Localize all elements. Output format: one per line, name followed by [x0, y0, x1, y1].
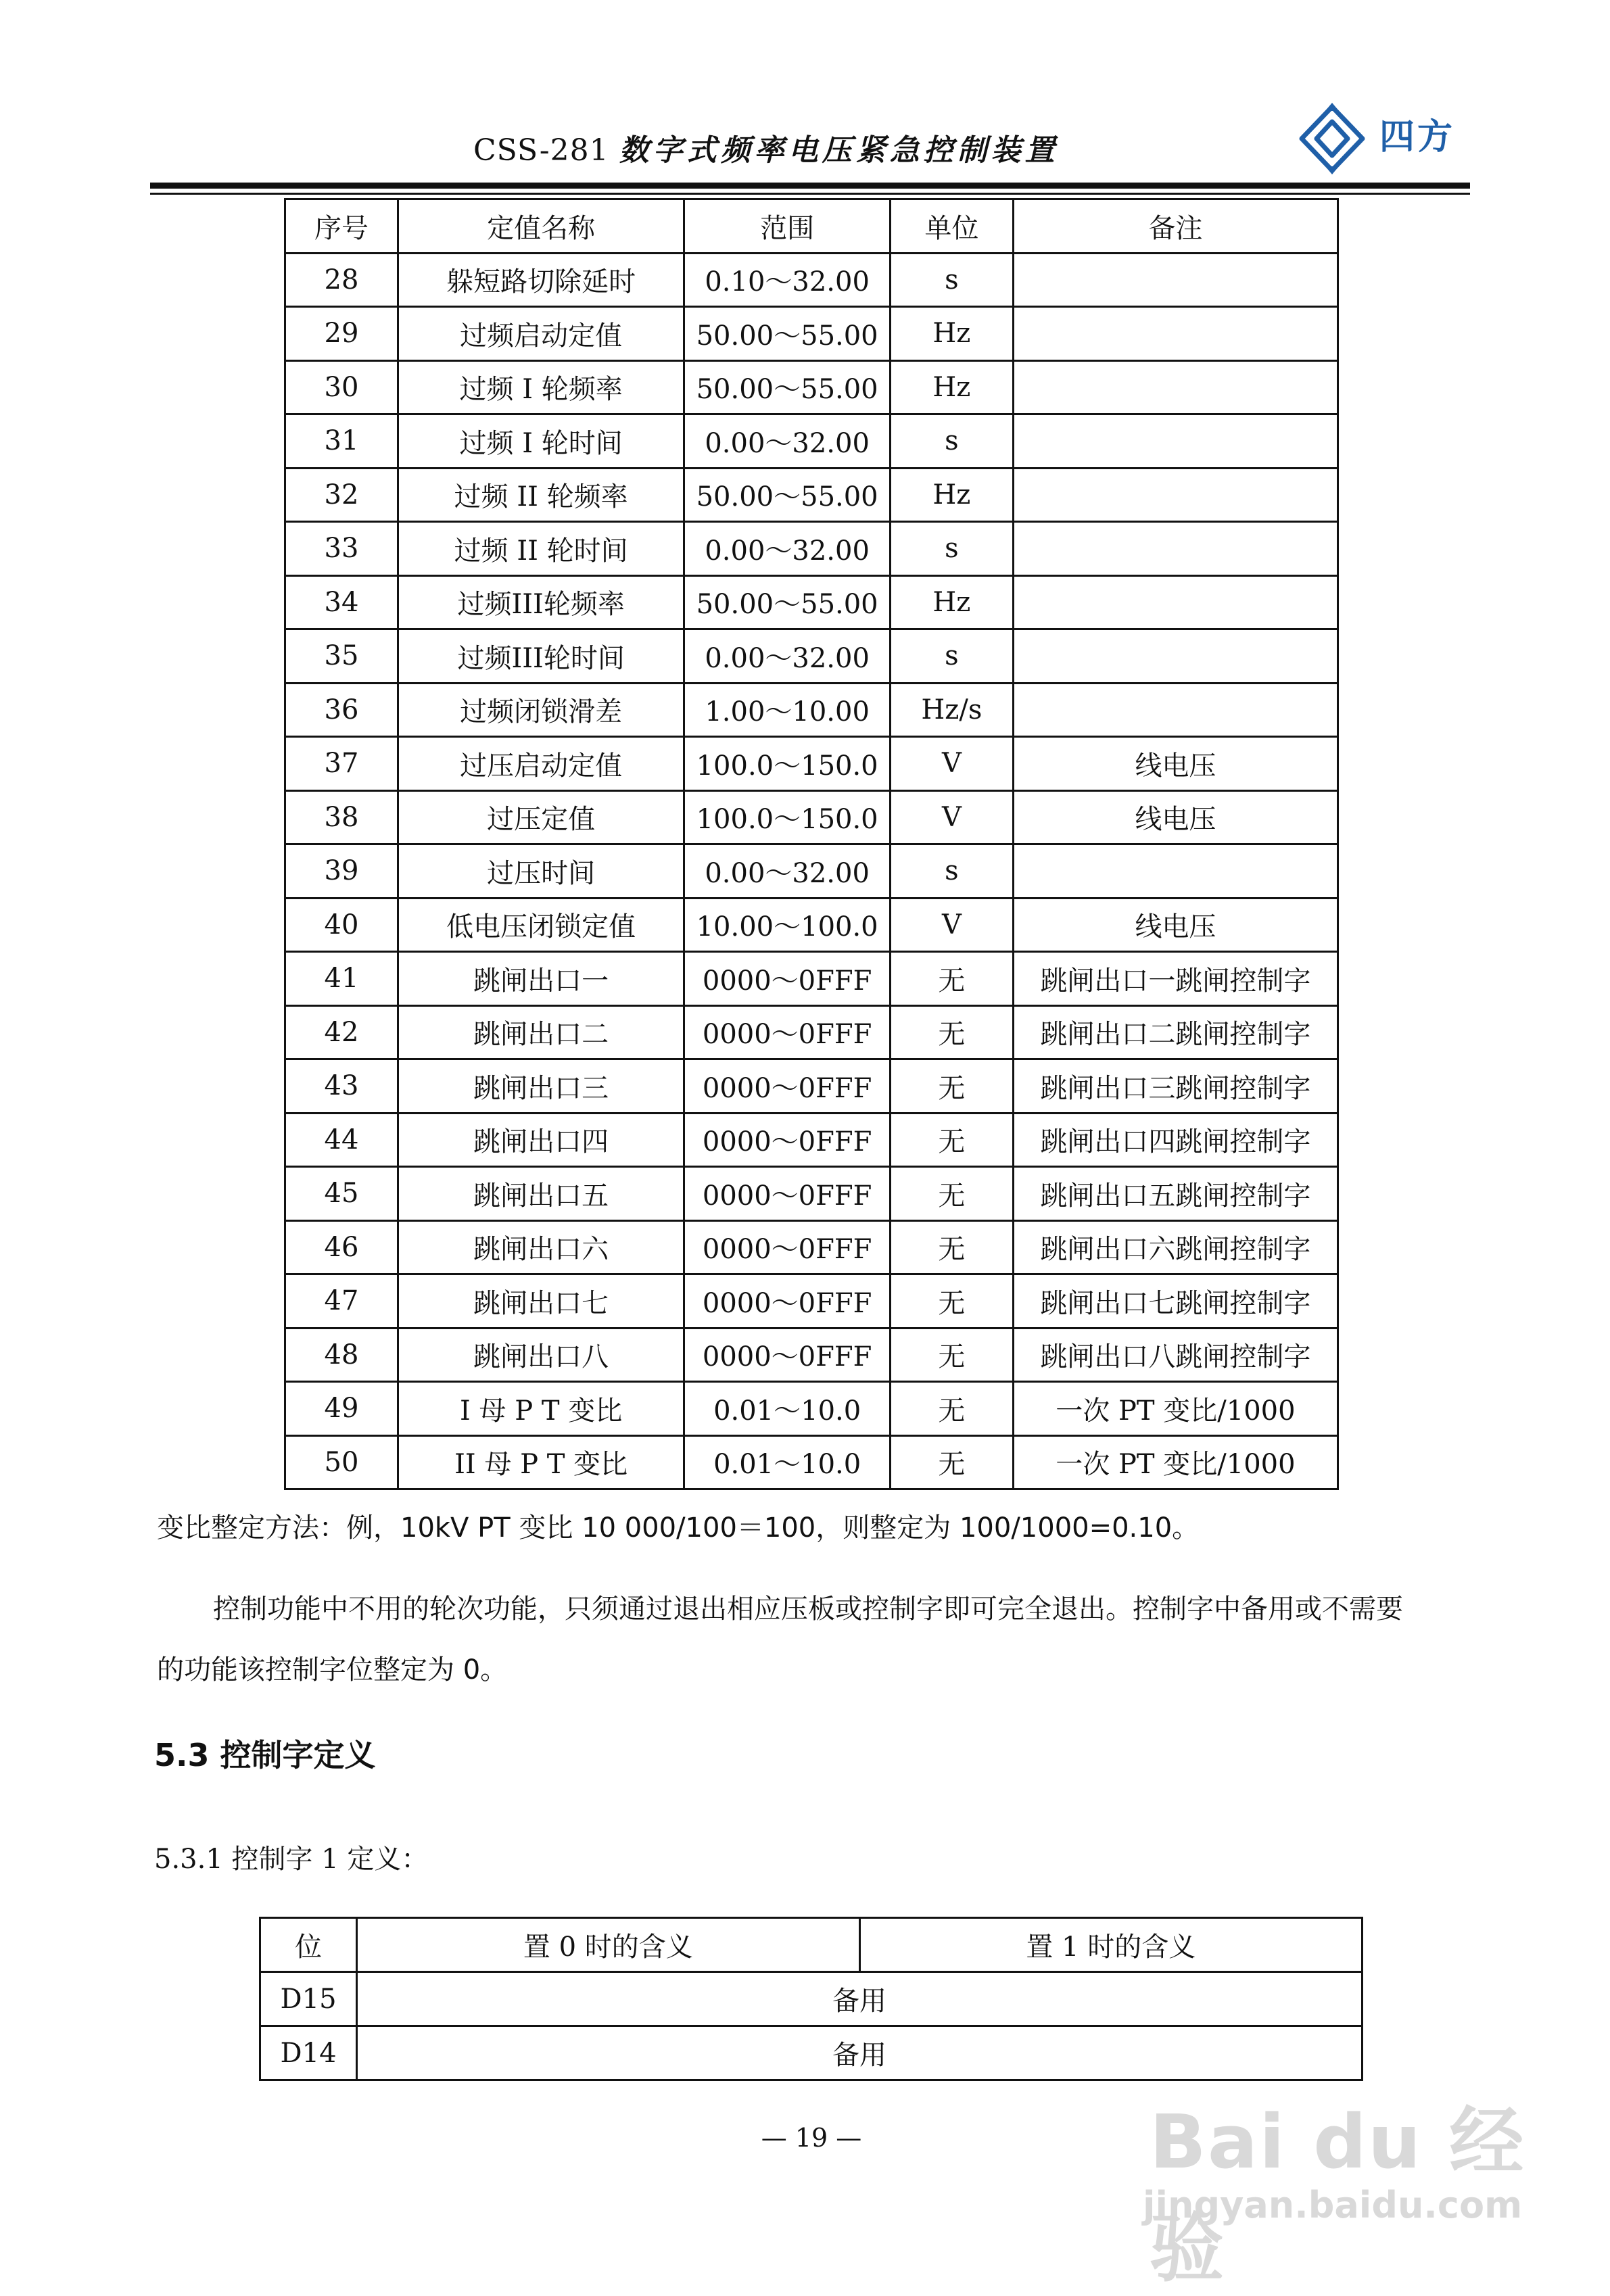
row-note: 跳闸出口八跳闸控制字	[1013, 1328, 1337, 1382]
table-row	[285, 1328, 1338, 1382]
row-name: 躲短路切除延时	[398, 253, 684, 307]
table-row	[285, 414, 1338, 469]
row-range: 0.00～32.00	[684, 629, 891, 684]
row-note	[1013, 844, 1337, 899]
row-unit: s	[890, 253, 1013, 307]
row-unit: s	[890, 629, 1013, 684]
row-unit: Hz	[890, 307, 1013, 361]
row-unit: 无	[890, 1328, 1013, 1382]
row-range: 0.01～10.0	[684, 1382, 891, 1436]
row-note	[1013, 468, 1337, 522]
table-row	[285, 683, 1338, 737]
row-index: 43	[285, 1059, 398, 1114]
header-cell-unit: 单位	[890, 199, 1013, 254]
table-row	[285, 522, 1338, 576]
row-index: 36	[285, 683, 398, 737]
row-index: 35	[285, 629, 398, 684]
header-cell-note: 备注	[1013, 199, 1337, 254]
row-unit: 无	[890, 1382, 1013, 1436]
row-range: 0.00～32.00	[684, 844, 891, 899]
row-unit: 无	[890, 952, 1013, 1006]
table-row	[285, 1220, 1338, 1274]
row-range: 1.00～10.00	[684, 683, 891, 737]
row-note	[1013, 629, 1337, 684]
control-row-bit: D14	[260, 2026, 357, 2080]
row-index: 42	[285, 1005, 398, 1059]
row-note: 线电压	[1013, 737, 1337, 791]
row-unit: Hz	[890, 575, 1013, 629]
header-title	[473, 127, 1150, 174]
row-range: 0000～0FFF	[684, 1059, 891, 1114]
row-index: 50	[285, 1435, 398, 1489]
table-row	[285, 1005, 1338, 1059]
table-row	[285, 1274, 1338, 1329]
row-index: 40	[285, 898, 398, 952]
row-index: 31	[285, 414, 398, 469]
table-row	[285, 575, 1338, 629]
row-index: 45	[285, 1167, 398, 1221]
unused-function-text-line1: 控制功能中不用的轮次功能，只须通过退出相应压板或控制字即可完全退出。控制字中备用或不需要	[213, 1594, 1403, 1625]
row-name: 跳闸出口八	[398, 1328, 684, 1382]
row-note	[1013, 683, 1337, 737]
control-table-header-row	[260, 1918, 1363, 1972]
row-unit: 无	[890, 1220, 1013, 1274]
row-index: 44	[285, 1113, 398, 1167]
row-note	[1013, 307, 1337, 361]
table-row	[285, 790, 1338, 844]
row-unit: V	[890, 898, 1013, 952]
row-unit: 无	[890, 1167, 1013, 1221]
section-title: 5.3 控制字定义	[154, 1737, 376, 1773]
row-unit: 无	[890, 1435, 1013, 1489]
row-note: 跳闸出口五跳闸控制字	[1013, 1167, 1337, 1221]
row-unit: Hz	[890, 468, 1013, 522]
row-range: 0000～0FFF	[684, 1005, 891, 1059]
row-index: 28	[285, 253, 398, 307]
page-number: — 19 —	[761, 2123, 862, 2153]
header-cell-range: 范围	[684, 199, 891, 254]
row-unit: Hz	[890, 360, 1013, 414]
row-index: 32	[285, 468, 398, 522]
row-name: 过频 II 轮频率	[398, 468, 684, 522]
row-unit: s	[890, 844, 1013, 899]
row-note: 一次 PT 变比/1000	[1013, 1382, 1337, 1436]
row-range: 0.00～32.00	[684, 522, 891, 576]
logo-text: 四方	[1379, 117, 1456, 158]
row-range: 0000～0FFF	[684, 1328, 891, 1382]
row-index: 29	[285, 307, 398, 361]
table-row	[285, 1059, 1338, 1114]
row-name: 过频 II 轮时间	[398, 522, 684, 576]
row-note: 一次 PT 变比/1000	[1013, 1435, 1337, 1489]
row-index: 49	[285, 1382, 398, 1436]
row-name: 过压启动定值	[398, 737, 684, 791]
row-unit: s	[890, 522, 1013, 576]
table-row	[285, 844, 1338, 899]
row-range: 0000～0FFF	[684, 1113, 891, 1167]
row-note: 跳闸出口四跳闸控制字	[1013, 1113, 1337, 1167]
baidu-watermark	[1143, 2082, 1548, 2292]
row-range: 50.00～55.00	[684, 468, 891, 522]
row-index: 37	[285, 737, 398, 791]
control-row-meaning: 备用	[357, 1972, 1363, 2026]
settings-table	[284, 198, 1339, 1490]
table-row	[285, 253, 1338, 307]
row-range: 50.00～55.00	[684, 360, 891, 414]
row-note: 跳闸出口七跳闸控制字	[1013, 1274, 1337, 1329]
subsection-title: 5.3.1 控制字 1 定义：	[154, 1844, 429, 1875]
row-note: 跳闸出口六跳闸控制字	[1013, 1220, 1337, 1274]
row-range: 0.00～32.00	[684, 414, 891, 469]
row-name: 过频 I 轮时间	[398, 414, 684, 469]
table-row	[285, 629, 1338, 684]
row-unit: 无	[890, 1274, 1013, 1329]
row-index: 47	[285, 1274, 398, 1329]
header-cell-index: 序号	[285, 199, 398, 254]
row-name: 低电压闭锁定值	[398, 898, 684, 952]
control-header-one: 置 1 时的含义	[859, 1918, 1362, 1972]
row-name: 跳闸出口五	[398, 1167, 684, 1221]
control-header-bit: 位	[260, 1918, 357, 1972]
row-name: 过频 I 轮频率	[398, 360, 684, 414]
row-note	[1013, 360, 1337, 414]
row-range: 10.00～100.0	[684, 898, 891, 952]
row-name: 跳闸出口三	[398, 1059, 684, 1114]
row-name: I 母 P T 变比	[398, 1382, 684, 1436]
row-note	[1013, 575, 1337, 629]
header-rule-thin	[150, 193, 1470, 195]
row-name: 过压时间	[398, 844, 684, 899]
table-row	[285, 360, 1338, 414]
table-row	[285, 1113, 1338, 1167]
table-row	[285, 468, 1338, 522]
row-index: 46	[285, 1220, 398, 1274]
row-range: 50.00～55.00	[684, 575, 891, 629]
watermark-brand: Bai du 经验	[1150, 2099, 1525, 2292]
table-header-row	[285, 199, 1338, 254]
row-name: II 母 P T 变比	[398, 1435, 684, 1489]
control-table-row	[260, 2026, 1363, 2080]
control-header-zero: 置 0 时的含义	[357, 1918, 859, 1972]
row-note	[1013, 522, 1337, 576]
row-note	[1013, 414, 1337, 469]
row-name: 过频启动定值	[398, 307, 684, 361]
row-index: 38	[285, 790, 398, 844]
table-row	[285, 737, 1338, 791]
table-row	[285, 952, 1338, 1006]
row-name: 过频III轮时间	[398, 629, 684, 684]
row-index: 30	[285, 360, 398, 414]
row-range: 0000～0FFF	[684, 1220, 891, 1274]
row-unit: Hz/s	[890, 683, 1013, 737]
ratio-method-text: 变比整定方法：例，10kV PT 变比 10 000/100＝100，则整定为 100/1000=0.10。	[157, 1512, 1200, 1544]
row-range: 0000～0FFF	[684, 1167, 891, 1221]
table-row	[285, 1435, 1338, 1489]
table-row	[285, 1382, 1338, 1436]
control-row-bit: D15	[260, 1972, 357, 2026]
row-name: 过压定值	[398, 790, 684, 844]
row-unit: s	[890, 414, 1013, 469]
watermark-url: jingyan.baidu.com	[1143, 2184, 1523, 2226]
row-range: 0000～0FFF	[684, 952, 891, 1006]
row-note: 跳闸出口三跳闸控制字	[1013, 1059, 1337, 1114]
header-model: CSS-281	[473, 133, 609, 168]
unused-function-text-line2: 的功能该控制字位整定为 0。	[157, 1654, 508, 1685]
row-unit: 无	[890, 1113, 1013, 1167]
row-range: 0.10～32.00	[684, 253, 891, 307]
row-index: 48	[285, 1328, 398, 1382]
row-unit: V	[890, 790, 1013, 844]
row-name: 过频III轮频率	[398, 575, 684, 629]
control-table-row	[260, 1972, 1363, 2026]
table-row	[285, 1167, 1338, 1221]
row-name: 跳闸出口四	[398, 1113, 684, 1167]
row-index: 41	[285, 952, 398, 1006]
row-note: 跳闸出口二跳闸控制字	[1013, 1005, 1337, 1059]
header-cell-name: 定值名称	[398, 199, 684, 254]
header-device-name: 数字式频率电压紧急控制装置	[619, 133, 1059, 168]
row-range: 50.00～55.00	[684, 307, 891, 361]
row-note: 线电压	[1013, 790, 1337, 844]
row-index: 39	[285, 844, 398, 899]
row-name: 跳闸出口二	[398, 1005, 684, 1059]
row-unit: 无	[890, 1059, 1013, 1114]
row-name: 跳闸出口一	[398, 952, 684, 1006]
control-row-meaning: 备用	[357, 2026, 1363, 2080]
row-range: 100.0～150.0	[684, 790, 891, 844]
row-index: 33	[285, 522, 398, 576]
row-unit: 无	[890, 1005, 1013, 1059]
row-note: 跳闸出口一跳闸控制字	[1013, 952, 1337, 1006]
row-range: 0000～0FFF	[684, 1274, 891, 1329]
row-name: 跳闸出口六	[398, 1220, 684, 1274]
row-unit: V	[890, 737, 1013, 791]
row-note: 线电压	[1013, 898, 1337, 952]
row-range: 100.0～150.0	[684, 737, 891, 791]
row-name: 跳闸出口七	[398, 1274, 684, 1329]
row-name: 过频闭锁滑差	[398, 683, 684, 737]
table-row	[285, 898, 1338, 952]
table-row	[285, 307, 1338, 361]
row-note	[1013, 253, 1337, 307]
row-index: 34	[285, 575, 398, 629]
row-range: 0.01～10.0	[684, 1435, 891, 1489]
control-word-table	[259, 1917, 1363, 2081]
header-rule-thick	[150, 183, 1470, 189]
